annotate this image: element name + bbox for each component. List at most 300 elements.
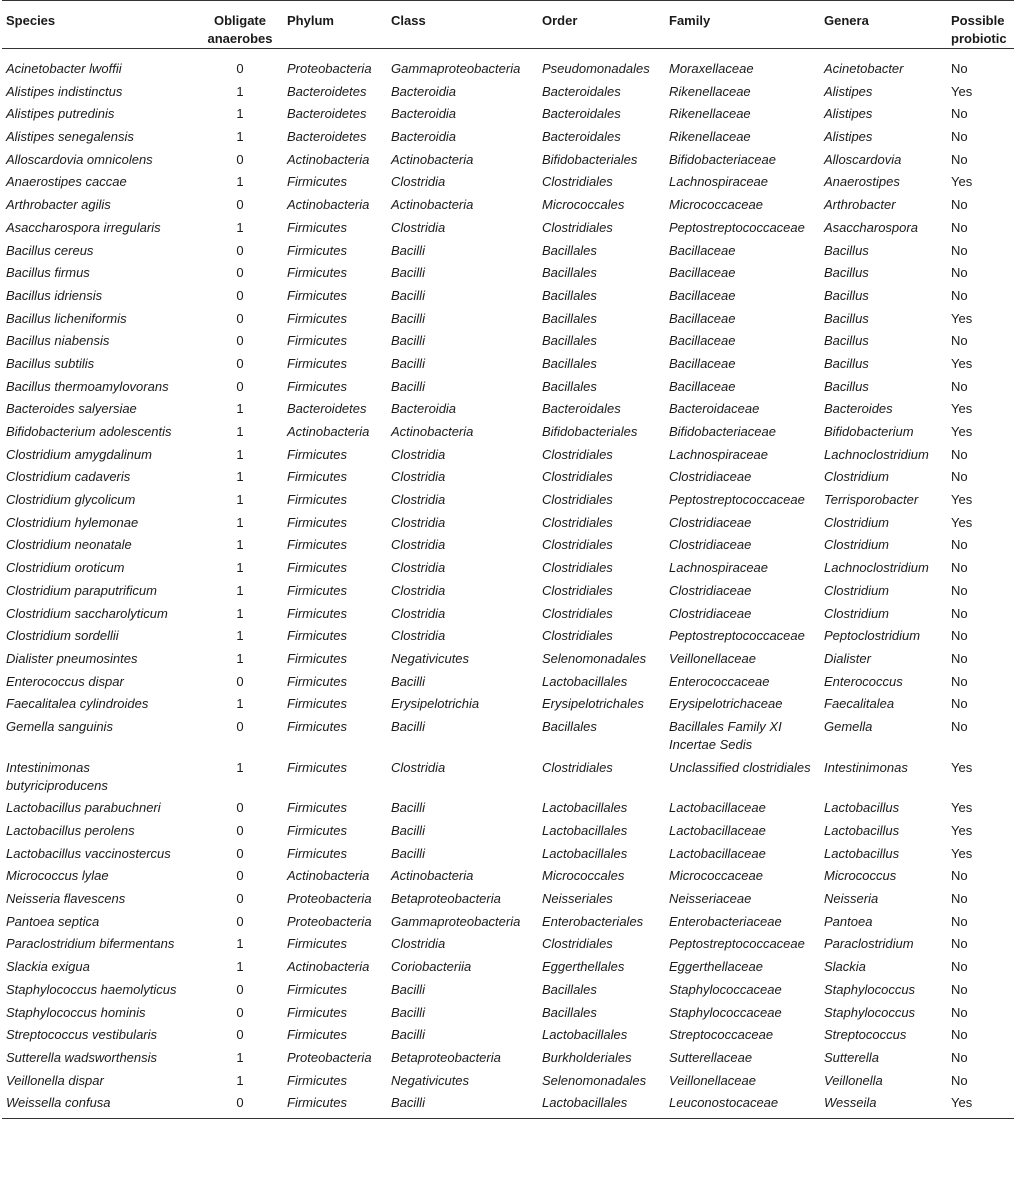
cell-genera: Veillonella xyxy=(824,1072,883,1088)
cell-phylum: Bacteroidetes xyxy=(287,401,367,417)
cell-possible-probiotic: No xyxy=(951,981,968,997)
cell-phylum: Firmicutes xyxy=(287,219,347,235)
cell-family: Streptococcaceae xyxy=(669,1027,774,1043)
species-table xyxy=(2,0,1014,1119)
cell-class: Clostridia xyxy=(391,446,446,462)
cell-phylum: Firmicutes xyxy=(287,936,347,952)
cell-order: Lactobacillales xyxy=(542,1095,628,1111)
header-species: Species xyxy=(2,1,197,49)
cell-possible-probiotic: Yes xyxy=(951,1095,973,1111)
table-row xyxy=(2,443,1014,466)
cell-phylum: Firmicutes xyxy=(287,1095,347,1111)
cell-obligate-anaerobes: 0 xyxy=(236,1095,244,1111)
cell-class: Clostridia xyxy=(391,605,446,621)
cell-species: Lactobacillus vaccinostercus xyxy=(6,845,171,861)
cell-obligate-anaerobes: 0 xyxy=(236,197,244,213)
cell-class: Clostridia xyxy=(391,582,446,598)
cell-genera: Alistipes xyxy=(824,106,873,122)
cell-genera: Staphylococcus xyxy=(824,981,916,997)
cell-class: Clostridia xyxy=(391,174,446,190)
cell-phylum: Firmicutes xyxy=(287,845,347,861)
cell-family: Peptostreptococcaceae xyxy=(669,936,805,952)
cell-order: Bacillales xyxy=(542,242,597,258)
cell-phylum: Bacteroidetes xyxy=(287,83,367,99)
cell-obligate-anaerobes: 0 xyxy=(236,718,244,734)
cell-class: Negativicutes xyxy=(391,650,470,666)
cell-class: Bacilli xyxy=(391,1095,425,1111)
cell-obligate-anaerobes: 0 xyxy=(236,913,244,929)
cell-species: Streptococcus vestibularis xyxy=(6,1027,158,1043)
cell-order: Lactobacillales xyxy=(542,845,628,861)
cell-species: Clostridium saccharolyticum xyxy=(6,605,168,621)
cell-genera: Intestinimonas xyxy=(824,759,908,775)
cell-species: Dialister pneumosintes xyxy=(6,650,138,666)
cell-family: Lactobacillaceae xyxy=(669,845,766,861)
cell-species: Asaccharospora irregularis xyxy=(6,219,161,235)
cell-family: Lachnospiraceae xyxy=(669,560,769,576)
cell-obligate-anaerobes: 1 xyxy=(236,628,244,644)
cell-class: Coriobacteriia xyxy=(391,959,472,975)
cell-order: Clostridiales xyxy=(542,628,613,644)
cell-obligate-anaerobes: 0 xyxy=(236,242,244,258)
cell-possible-probiotic: Yes xyxy=(951,845,973,861)
cell-order: Erysipelotrichales xyxy=(542,696,644,712)
cell-obligate-anaerobes: 0 xyxy=(236,265,244,281)
cell-genera: Bacillus xyxy=(824,333,869,349)
cell-genera: Lactobacillus xyxy=(824,823,900,838)
table-row xyxy=(2,625,1014,648)
cell-order: Micrococcales xyxy=(542,868,625,884)
cell-class: Bacilli xyxy=(391,355,425,371)
cell-possible-probiotic: Yes xyxy=(951,424,973,439)
cell-class: Bacteroidia xyxy=(391,83,457,99)
table-row xyxy=(2,1001,1014,1024)
cell-possible-probiotic: No xyxy=(951,242,968,258)
cell-class: Actinobacteria xyxy=(391,424,474,439)
table-row xyxy=(2,842,1014,865)
cell-species: Lactobacillus parabuchneri xyxy=(6,800,161,816)
cell-obligate-anaerobes: 1 xyxy=(236,83,244,99)
cell-possible-probiotic: No xyxy=(951,1004,968,1020)
cell-obligate-anaerobes: 0 xyxy=(236,61,244,76)
cell-obligate-anaerobes: 1 xyxy=(236,106,244,122)
cell-order: Clostridiales xyxy=(542,514,613,530)
cell-family: Bacillaceae xyxy=(669,287,736,303)
cell-phylum: Firmicutes xyxy=(287,355,347,371)
cell-order: Lactobacillales xyxy=(542,673,628,689)
cell-order: Micrococcales xyxy=(542,197,625,213)
cell-possible-probiotic: Yes xyxy=(951,83,973,99)
cell-phylum: Firmicutes xyxy=(287,265,347,281)
cell-possible-probiotic: No xyxy=(951,605,968,621)
cell-order: Clostridiales xyxy=(542,537,613,553)
cell-order: Lactobacillales xyxy=(542,800,628,816)
cell-possible-probiotic: No xyxy=(951,959,968,975)
cell-class: Bacteroidia xyxy=(391,129,457,145)
cell-order: Lactobacillales xyxy=(542,823,628,838)
table-row xyxy=(2,756,1014,797)
cell-class: Clostridia xyxy=(391,514,446,530)
cell-class: Clostridia xyxy=(391,759,446,775)
cell-order: Bacillales xyxy=(542,1004,597,1020)
cell-order: Bifidobacteriales xyxy=(542,151,638,167)
table-row xyxy=(2,716,1014,757)
cell-family: Staphylococcaceae xyxy=(669,1004,782,1020)
cell-order: Clostridiales xyxy=(542,174,613,190)
cell-obligate-anaerobes: 1 xyxy=(236,696,244,712)
cell-order: Eggerthellales xyxy=(542,959,625,975)
cell-possible-probiotic: Yes xyxy=(951,355,973,371)
cell-order: Bacteroidales xyxy=(542,83,621,99)
table-row xyxy=(2,670,1014,693)
cell-possible-probiotic: No xyxy=(951,151,968,167)
cell-phylum: Firmicutes xyxy=(287,492,347,508)
cell-species: Paraclostridium bifermentans xyxy=(6,936,175,952)
cell-genera: Bacillus xyxy=(824,310,869,326)
cell-genera: Bacillus xyxy=(824,355,869,371)
cell-genera: Lachnoclostridium xyxy=(824,560,929,576)
cell-species: Sutterella wadsworthensis xyxy=(6,1049,158,1065)
cell-obligate-anaerobes: 0 xyxy=(236,1027,244,1043)
cell-order: Bacteroidales xyxy=(542,106,621,122)
table-row xyxy=(2,171,1014,194)
cell-genera: Lactobacillus xyxy=(824,845,900,861)
cell-order: Clostridiales xyxy=(542,469,613,485)
table-row xyxy=(2,194,1014,217)
cell-order: Bacillales xyxy=(542,265,597,281)
cell-family: Rikenellaceae xyxy=(669,106,751,122)
cell-order: Clostridiales xyxy=(542,560,613,576)
cell-possible-probiotic: No xyxy=(951,469,968,485)
table-row xyxy=(2,865,1014,888)
cell-family: Clostridiaceae xyxy=(669,537,752,553)
cell-species: Intestinimonas butyriciproducens xyxy=(6,759,108,793)
header-row xyxy=(2,1,1014,49)
cell-class: Bacilli xyxy=(391,981,425,997)
cell-phylum: Firmicutes xyxy=(287,800,347,816)
cell-phylum: Firmicutes xyxy=(287,759,347,775)
cell-species: Clostridium cadaveris xyxy=(6,469,131,485)
cell-phylum: Firmicutes xyxy=(287,1004,347,1020)
cell-possible-probiotic: No xyxy=(951,673,968,689)
cell-species: Slackia exigua xyxy=(6,959,90,975)
cell-genera: Asaccharospora xyxy=(824,219,918,235)
cell-obligate-anaerobes: 1 xyxy=(236,1072,244,1088)
cell-possible-probiotic: No xyxy=(951,333,968,349)
cell-family: Lachnospiraceae xyxy=(669,174,769,190)
cell-phylum: Firmicutes xyxy=(287,537,347,553)
cell-class: Betaproteobacteria xyxy=(391,1049,501,1065)
cell-species: Bacillus niabensis xyxy=(6,333,110,349)
table-row xyxy=(2,511,1014,534)
cell-possible-probiotic: No xyxy=(951,628,968,644)
cell-phylum: Firmicutes xyxy=(287,1027,347,1043)
cell-possible-probiotic: No xyxy=(951,287,968,303)
cell-possible-probiotic: Yes xyxy=(951,514,973,530)
cell-obligate-anaerobes: 1 xyxy=(236,446,244,462)
cell-obligate-anaerobes: 1 xyxy=(236,424,244,439)
table-row xyxy=(2,557,1014,580)
cell-obligate-anaerobes: 1 xyxy=(236,401,244,417)
cell-family: Neisseriaceae xyxy=(669,891,752,907)
cell-possible-probiotic: No xyxy=(951,61,968,76)
cell-species: Bifidobacterium adolescentis xyxy=(6,424,172,439)
cell-species: Acinetobacter lwoffii xyxy=(6,61,122,76)
cell-possible-probiotic: Yes xyxy=(951,800,973,816)
cell-class: Bacilli xyxy=(391,265,425,281)
cell-class: Betaproteobacteria xyxy=(391,891,501,907)
cell-family: Rikenellaceae xyxy=(669,129,751,145)
cell-genera: Dialister xyxy=(824,650,871,666)
cell-genera: Clostridium xyxy=(824,582,890,598)
cell-order: Clostridiales xyxy=(542,759,613,775)
cell-genera: Faecalitalea xyxy=(824,696,895,712)
cell-order: Selenomonadales xyxy=(542,650,647,666)
cell-phylum: Firmicutes xyxy=(287,1072,347,1088)
cell-species: Alistipes putredinis xyxy=(6,106,115,122)
cell-possible-probiotic: Yes xyxy=(951,759,973,775)
cell-phylum: Firmicutes xyxy=(287,718,347,734)
cell-phylum: Proteobacteria xyxy=(287,913,372,929)
table-row xyxy=(2,421,1014,444)
cell-obligate-anaerobes: 0 xyxy=(236,378,244,394)
table-row xyxy=(2,375,1014,398)
cell-possible-probiotic: Yes xyxy=(951,174,973,190)
cell-order: Bacteroidales xyxy=(542,401,621,417)
table-row xyxy=(2,1024,1014,1047)
cell-phylum: Firmicutes xyxy=(287,650,347,666)
cell-possible-probiotic: No xyxy=(951,219,968,235)
cell-phylum: Actinobacteria xyxy=(287,197,370,213)
cell-genera: Pantoea xyxy=(824,913,873,929)
cell-possible-probiotic: No xyxy=(951,650,968,666)
cell-obligate-anaerobes: 1 xyxy=(236,469,244,485)
cell-possible-probiotic: No xyxy=(951,560,968,576)
cell-possible-probiotic: No xyxy=(951,913,968,929)
cell-genera: Terrisporobacter xyxy=(824,492,919,508)
cell-phylum: Firmicutes xyxy=(287,446,347,462)
cell-phylum: Actinobacteria xyxy=(287,868,370,884)
cell-species: Bacillus subtilis xyxy=(6,355,95,371)
table-row xyxy=(2,330,1014,353)
cell-possible-probiotic: No xyxy=(951,537,968,553)
cell-genera: Wesseila xyxy=(824,1095,877,1111)
cell-family: Lachnospiraceae xyxy=(669,446,769,462)
cell-obligate-anaerobes: 0 xyxy=(236,355,244,371)
header-genera: Genera xyxy=(820,1,947,49)
cell-species: Bacillus firmus xyxy=(6,265,90,281)
cell-phylum: Firmicutes xyxy=(287,469,347,485)
cell-family: Micrococcaceae xyxy=(669,868,763,884)
table-row xyxy=(2,1069,1014,1092)
cell-obligate-anaerobes: 1 xyxy=(236,219,244,235)
cell-possible-probiotic: No xyxy=(951,1072,968,1088)
cell-possible-probiotic: Yes xyxy=(951,492,973,508)
table-row xyxy=(2,579,1014,602)
cell-phylum: Actinobacteria xyxy=(287,424,370,439)
table-row xyxy=(2,1092,1014,1119)
cell-order: Neisseriales xyxy=(542,891,613,907)
cell-possible-probiotic: No xyxy=(951,868,968,884)
cell-genera: Clostridium xyxy=(824,605,890,621)
cell-phylum: Firmicutes xyxy=(287,981,347,997)
table-row xyxy=(2,648,1014,671)
cell-genera: Lactobacillus xyxy=(824,800,900,816)
table-row xyxy=(2,693,1014,716)
cell-class: Clostridia xyxy=(391,537,446,553)
cell-order: Clostridiales xyxy=(542,446,613,462)
cell-family: Bacteroidaceae xyxy=(669,401,760,417)
cell-order: Bacillales xyxy=(542,287,597,303)
cell-obligate-anaerobes: 0 xyxy=(236,310,244,326)
cell-obligate-anaerobes: 0 xyxy=(236,287,244,303)
cell-family: Enterococcaceae xyxy=(669,673,770,689)
cell-family: Leuconostocaceae xyxy=(669,1095,779,1111)
cell-order: Bacillales xyxy=(542,981,597,997)
cell-species: Alistipes indistinctus xyxy=(6,83,123,99)
cell-phylum: Firmicutes xyxy=(287,514,347,530)
cell-obligate-anaerobes: 1 xyxy=(236,936,244,952)
cell-species: Clostridium oroticum xyxy=(6,560,125,576)
table-row xyxy=(2,126,1014,149)
cell-species: Bacillus thermoamylovorans xyxy=(6,378,169,394)
table-row xyxy=(2,910,1014,933)
cell-family: Clostridiaceae xyxy=(669,514,752,530)
cell-phylum: Firmicutes xyxy=(287,605,347,621)
cell-family: Peptostreptococcaceae xyxy=(669,219,805,235)
cell-genera: Bacillus xyxy=(824,378,869,394)
header-obligate-anaerobes: Obligate anaerobes xyxy=(197,1,283,49)
cell-genera: Slackia xyxy=(824,959,866,975)
cell-class: Clostridia xyxy=(391,628,446,644)
cell-genera: Lachnoclostridium xyxy=(824,446,929,462)
cell-possible-probiotic: No xyxy=(951,446,968,462)
table-row xyxy=(2,466,1014,489)
cell-genera: Clostridium xyxy=(824,537,890,553)
cell-obligate-anaerobes: 1 xyxy=(236,582,244,598)
cell-genera: Peptoclostridium xyxy=(824,628,921,644)
cell-family: Bacillales Family XI Incertae Sedis xyxy=(669,718,782,752)
cell-phylum: Firmicutes xyxy=(287,673,347,689)
cell-order: Bifidobacteriales xyxy=(542,424,638,439)
header-phylum: Phylum xyxy=(283,1,387,49)
cell-genera: Staphylococcus xyxy=(824,1004,916,1020)
cell-phylum: Firmicutes xyxy=(287,378,347,394)
cell-obligate-anaerobes: 1 xyxy=(236,1049,244,1065)
cell-obligate-anaerobes: 1 xyxy=(236,650,244,666)
cell-order: Enterobacteriales xyxy=(542,913,644,929)
cell-family: Peptostreptococcaceae xyxy=(669,492,805,508)
cell-class: Bacilli xyxy=(391,287,425,303)
cell-phylum: Actinobacteria xyxy=(287,151,370,167)
cell-possible-probiotic: No xyxy=(951,1049,968,1065)
cell-possible-probiotic: No xyxy=(951,696,968,712)
cell-possible-probiotic: No xyxy=(951,106,968,122)
cell-phylum: Firmicutes xyxy=(287,823,347,838)
cell-class: Bacilli xyxy=(391,310,425,326)
table-row xyxy=(2,239,1014,262)
cell-obligate-anaerobes: 1 xyxy=(236,605,244,621)
cell-class: Bacilli xyxy=(391,1027,425,1043)
cell-obligate-anaerobes: 1 xyxy=(236,759,244,775)
cell-class: Clostridia xyxy=(391,936,446,952)
table-row xyxy=(2,49,1014,81)
cell-genera: Alistipes xyxy=(824,129,873,145)
cell-genera: Alistipes xyxy=(824,83,873,99)
cell-obligate-anaerobes: 0 xyxy=(236,151,244,167)
cell-class: Clostridia xyxy=(391,492,446,508)
cell-family: Unclassified clostridiales xyxy=(669,759,811,775)
cell-obligate-anaerobes: 1 xyxy=(236,560,244,576)
cell-species: Clostridium sordellii xyxy=(6,628,119,644)
cell-class: Bacilli xyxy=(391,845,425,861)
cell-possible-probiotic: No xyxy=(951,582,968,598)
cell-genera: Bacillus xyxy=(824,287,869,303)
cell-obligate-anaerobes: 1 xyxy=(236,174,244,190)
cell-family: Bacillaceae xyxy=(669,310,736,326)
cell-order: Bacillales xyxy=(542,378,597,394)
cell-obligate-anaerobes: 0 xyxy=(236,823,244,838)
cell-obligate-anaerobes: 1 xyxy=(236,537,244,553)
table-row xyxy=(2,353,1014,376)
cell-genera: Acinetobacter xyxy=(824,61,904,76)
cell-possible-probiotic: No xyxy=(951,891,968,907)
cell-species: Alistipes senegalensis xyxy=(6,129,134,145)
cell-order: Burkholderiales xyxy=(542,1049,632,1065)
header-order: Order xyxy=(538,1,665,49)
table-row xyxy=(2,285,1014,308)
table-row xyxy=(2,888,1014,911)
cell-species: Clostridium paraputrificum xyxy=(6,582,157,598)
cell-class: Bacilli xyxy=(391,333,425,349)
table-header xyxy=(2,1,1014,49)
header-class: Class xyxy=(387,1,538,49)
cell-species: Pantoea septica xyxy=(6,913,100,929)
cell-order: Bacteroidales xyxy=(542,129,621,145)
cell-species: Staphylococcus hominis xyxy=(6,1004,146,1020)
cell-obligate-anaerobes: 0 xyxy=(236,868,244,884)
cell-species: Lactobacillus perolens xyxy=(6,823,135,838)
cell-species: Alloscardovia omnicolens xyxy=(6,151,153,167)
cell-phylum: Actinobacteria xyxy=(287,959,370,975)
cell-genera: Alloscardovia xyxy=(824,151,902,167)
cell-genera: Bacillus xyxy=(824,265,869,281)
cell-genera: Bifidobacterium xyxy=(824,424,914,439)
cell-phylum: Firmicutes xyxy=(287,310,347,326)
cell-obligate-anaerobes: 1 xyxy=(236,514,244,530)
cell-species: Enterococcus dispar xyxy=(6,673,124,689)
cell-class: Clostridia xyxy=(391,469,446,485)
cell-species: Gemella sanguinis xyxy=(6,718,113,734)
cell-family: Enterobacteriaceae xyxy=(669,913,782,929)
cell-order: Selenomonadales xyxy=(542,1072,647,1088)
cell-species: Clostridium glycolicum xyxy=(6,492,136,508)
cell-order: Clostridiales xyxy=(542,492,613,508)
cell-possible-probiotic: No xyxy=(951,1027,968,1043)
cell-species: Arthrobacter agilis xyxy=(6,197,111,213)
cell-species: Bacteroides salyersiae xyxy=(6,401,137,417)
cell-order: Lactobacillales xyxy=(542,1027,628,1043)
cell-class: Bacilli xyxy=(391,823,425,838)
cell-genera: Arthrobacter xyxy=(824,197,896,213)
cell-class: Bacilli xyxy=(391,800,425,816)
cell-order: Bacillales xyxy=(542,355,597,371)
cell-phylum: Proteobacteria xyxy=(287,61,372,76)
cell-possible-probiotic: Yes xyxy=(951,823,973,838)
cell-phylum: Bacteroidetes xyxy=(287,106,367,122)
cell-obligate-anaerobes: 0 xyxy=(236,845,244,861)
header-family: Family xyxy=(665,1,820,49)
